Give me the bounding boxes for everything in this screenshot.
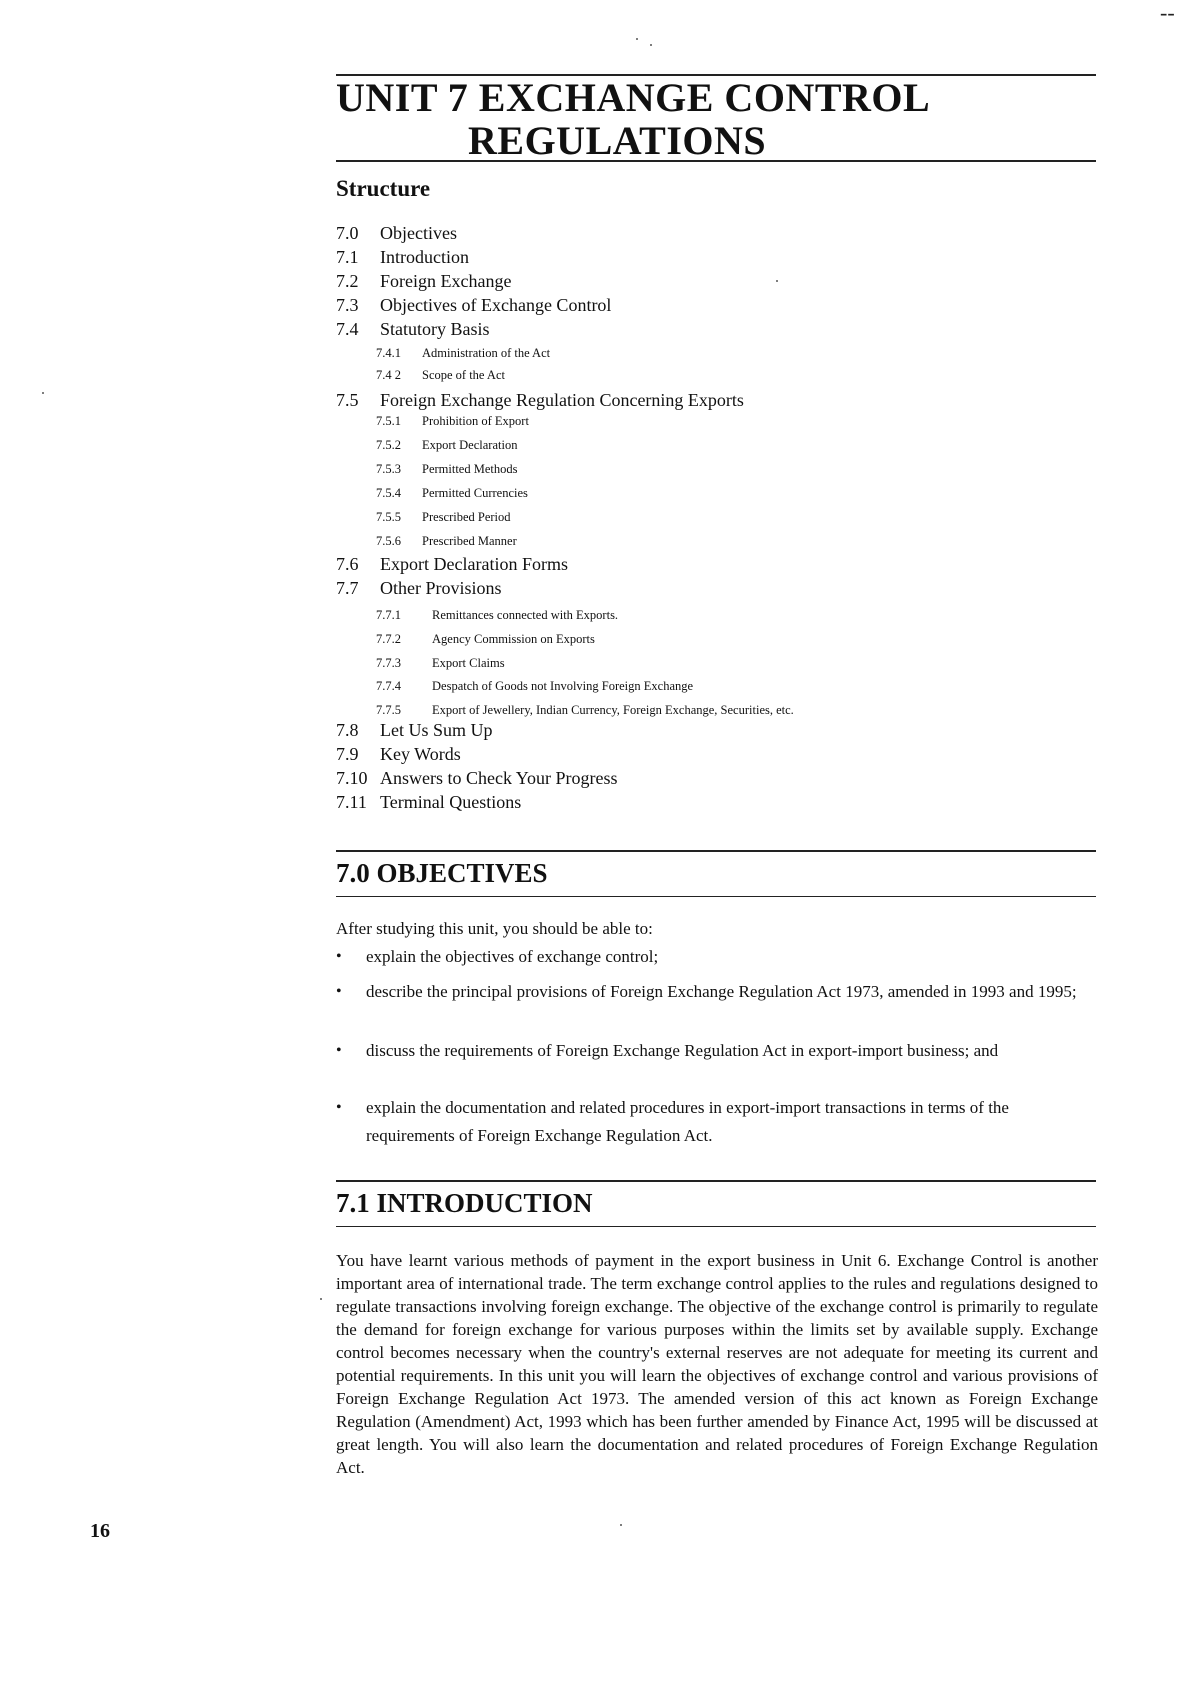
- toc-label: Terminal Questions: [380, 792, 522, 812]
- toc-number: 7.5.4: [376, 486, 401, 500]
- bullet-icon: •: [336, 948, 342, 965]
- introduction-top-rule: [336, 1180, 1096, 1182]
- toc-label: Key Words: [380, 744, 461, 764]
- unit-title-line1: UNIT 7 EXCHANGE CONTROL: [336, 75, 931, 120]
- toc-number: 7.4: [336, 319, 359, 339]
- toc-number: 7.0: [336, 223, 359, 243]
- toc-number: 7.3: [336, 295, 359, 315]
- toc-number: 7.9: [336, 744, 359, 764]
- toc-label: Agency Commission on Exports: [432, 632, 595, 646]
- toc-number: 7.6: [336, 554, 359, 574]
- toc-label: Prescribed Manner: [422, 534, 517, 548]
- toc-number: 7.5.2: [376, 438, 401, 452]
- scan-speck: [636, 38, 638, 40]
- toc-label: Export Claims: [432, 656, 505, 670]
- toc-number: 7.4.1: [376, 346, 401, 360]
- toc-label: Foreign Exchange Regulation Concerning Exports: [380, 390, 744, 410]
- toc-number: 7.5.1: [376, 414, 401, 428]
- toc-label: Introduction: [380, 247, 469, 267]
- toc-label: Permitted Currencies: [422, 486, 528, 500]
- toc-label: Prohibition of Export: [422, 414, 529, 428]
- toc-label: Export Declaration: [422, 438, 518, 452]
- toc-label: Prescribed Period: [422, 510, 511, 524]
- title-bottom-rule: [336, 160, 1096, 162]
- toc-label: Objectives: [380, 223, 457, 243]
- objective-text: explain the documentation and related procedures in export-import transactions in terms of the requirements of Foreign Exchange Regulation Act.: [366, 1098, 1009, 1145]
- objectives-intro: After studying this unit, you should be able to:: [336, 919, 653, 938]
- scan-speck: [650, 44, 652, 46]
- toc-number: 7.8: [336, 720, 359, 740]
- toc-number: 7.11: [336, 792, 367, 812]
- toc-label: Remittances connected with Exports.: [432, 608, 619, 622]
- toc-label: Foreign Exchange: [380, 271, 512, 291]
- toc-label: Let Us Sum Up: [380, 720, 493, 740]
- corner-mark: --: [1160, 0, 1175, 25]
- scan-speck: [776, 280, 778, 282]
- bullet-icon: •: [336, 1042, 342, 1059]
- toc-number: 7.5.5: [376, 510, 401, 524]
- toc-label: Answers to Check Your Progress: [380, 768, 618, 788]
- toc-number: 7.7: [336, 578, 359, 598]
- scan-speck: [320, 1298, 322, 1300]
- introduction-heading: 7.1 INTRODUCTION: [336, 1188, 593, 1218]
- toc-label: Despatch of Goods not Involving Foreign Exchange: [432, 679, 694, 693]
- bullet-icon: •: [336, 1099, 342, 1116]
- toc-number: 7.1: [336, 247, 359, 267]
- toc-label: Scope of the Act: [422, 368, 505, 382]
- introduction-body: You have learnt various methods of payment in the export business in Unit 6. Exchange Control is another important area of international trade. The term exchange control applies to the rules and regulations designed to regulate transactions involving foreign exchange. The objective of the exchange control is primarily to regulate the demand for foreign exchange for various purposes within the limits set by available supply. Exchange control becomes necessary when the country's external reserves are not adequate for meeting its current and potential requirements. In this unit you will learn the objectives of exchange control and various provisions of Foreign Exchange Regulation Act 1973. The amended version of this act known as Foreign Exchange Regulation (Amendment) Act, 1993 which has been further amended by Finance Act, 1995 will be discussed at great length. You will also learn the documentation and related procedures of Foreign Exchange Regulation Act.: [336, 1251, 1098, 1477]
- toc-label: Statutory Basis: [380, 319, 490, 339]
- objectives-heading: 7.0 OBJECTIVES: [336, 858, 548, 888]
- objective-text: discuss the requirements of Foreign Exchange Regulation Act in export-import business; and: [366, 1041, 999, 1060]
- bullet-icon: •: [336, 983, 342, 1000]
- scan-speck: [620, 1524, 622, 1526]
- objectives-top-rule: [336, 850, 1096, 852]
- toc-number: 7.5: [336, 390, 359, 410]
- toc-label: Other Provisions: [380, 578, 502, 598]
- toc-label: Administration of the Act: [422, 346, 551, 360]
- toc-number: 7.7.5: [376, 703, 401, 717]
- introduction-bottom-rule: [336, 1226, 1096, 1227]
- toc-number: 7.7.1: [376, 608, 401, 622]
- toc-number: 7.7.2: [376, 632, 401, 646]
- objective-text: describe the principal provisions of Foreign Exchange Regulation Act 1973, amended in 1993 and 1995;: [366, 982, 1077, 1001]
- scan-speck: [42, 392, 44, 394]
- toc-number: 7.4 2: [376, 368, 401, 382]
- toc-label: Export Declaration Forms: [380, 554, 568, 574]
- objective-text: explain the objectives of exchange control;: [366, 947, 659, 966]
- toc-number: 7.7.3: [376, 656, 401, 670]
- toc-label: Export of Jewellery, Indian Currency, Foreign Exchange, Securities, etc.: [432, 703, 794, 717]
- toc-number: 7.5.6: [376, 534, 401, 548]
- unit-title-line2: REGULATIONS: [468, 118, 767, 163]
- structure-heading: Structure: [336, 176, 431, 201]
- toc-number: 7.2: [336, 271, 359, 291]
- page-number: 16: [90, 1520, 110, 1542]
- toc-label: Permitted Methods: [422, 462, 518, 476]
- toc-number: 7.5.3: [376, 462, 401, 476]
- toc-label: Objectives of Exchange Control: [380, 295, 612, 315]
- toc-number: 7.7.4: [376, 679, 401, 693]
- objectives-bottom-rule: [336, 896, 1096, 897]
- toc-number: 7.10: [336, 768, 368, 788]
